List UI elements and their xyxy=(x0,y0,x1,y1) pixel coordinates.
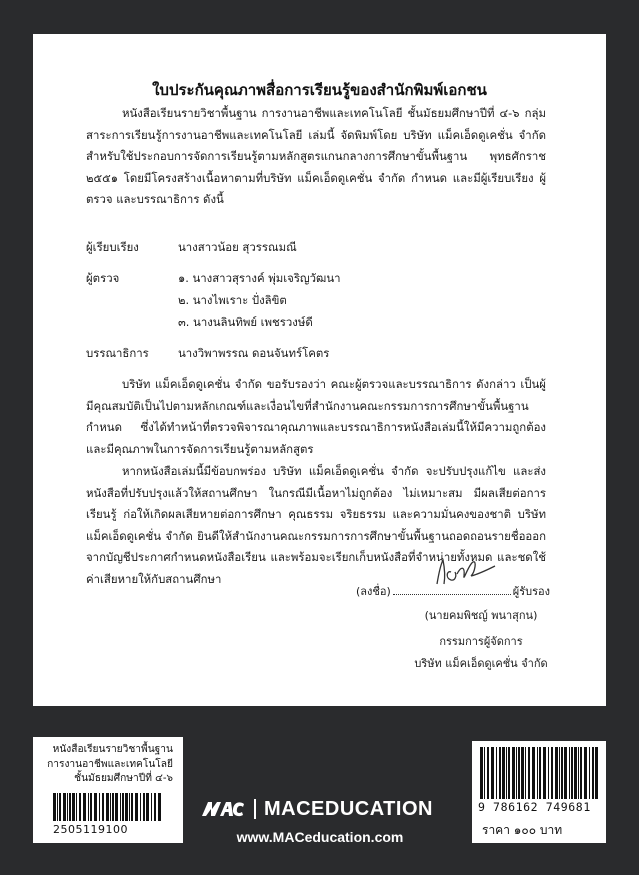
editor-label: บรรณาธิการ xyxy=(86,346,149,360)
signature-dotted-line xyxy=(393,594,511,595)
website-url: www.MACeducation.com xyxy=(236,829,404,845)
book-info-box xyxy=(33,737,183,843)
sign-suffix: ผู้รับรอง xyxy=(512,585,551,598)
reviewer-row-3 xyxy=(86,314,313,332)
signature-line xyxy=(356,582,586,600)
reviewer-2: ๒. นางไพเราะ ปั่งลิขิต xyxy=(178,293,287,307)
certification-paragraph: บริษัท แม็คเอ็ดดูเคชั่น จำกัด ขอรับรองว่า คณะผู้ตรวจและบรรณาธิการ ดังกล่าว เป็นผู้มีคุณสมบัติเป็นไปตามหลักเกณฑ์และเงื่อนไขที่สำนักงานคณะกรรมการการศึกษาขั้นพื้นฐานกำหนด ซึ่งได้ทำหน้าที่ตรวจพิจารณาคุณภาพและบรรณาธิการหนังสือเล่มนี้ให้มีความถูกต้องและมีคุณภาพในการจัดการเรียนรู้ตามหลักสูตร xyxy=(86,377,546,456)
sign-prefix: (ลงชื่อ) xyxy=(356,585,391,598)
book-title-line-3: ชั้นมัธยมศึกษาปีที่ ๔-๖ xyxy=(74,773,173,784)
product-code: 2505119100 xyxy=(53,823,128,836)
signer-name: (นายคมพิชญ์ พนาสุกน) xyxy=(424,609,538,622)
isbn-number: 9 786162 749681 xyxy=(478,800,591,814)
reviewers-row xyxy=(86,270,341,288)
author-label: ผู้เรียบเรียง xyxy=(86,240,139,254)
author-row xyxy=(86,239,297,257)
certificate-panel xyxy=(33,34,606,706)
editor-row xyxy=(86,345,329,363)
signer-title: กรรมการผู้จัดการ xyxy=(439,635,523,648)
document-title: ใบประกันคุณภาพสื่อการเรียนรู้ของสำนักพิมพ์เอกชน xyxy=(152,81,487,99)
isbn-barcode xyxy=(480,747,598,799)
book-title-block xyxy=(47,743,173,787)
signer-company: บริษัท แม็คเอ็ดดูเคชั่น จำกัด xyxy=(414,657,548,670)
liability-paragraph: หากหนังสือเล่มนี้มีข้อบกพร่อง บริษัท แม็คเอ็ดดูเคชั่น จำกัด จะปรับปรุงแก้ไข และส่งหนังสือที่ปรับปรุงแล้วให้สถานศึกษา ในกรณีมีเนื้อหาไม่ถูกต้อง ไม่เหมาะสม มีผลเสียต่อการเรียนรู้ ก่อให้เกิดผลเสียหายต่อการศึกษา คุณธรรม จริยธรรม และความมั่นคงของชาติ บริษัท แม็คเอ็ดดูเคชั่น จำกัด ยินดีให้สำนักงานคณะกรรมการการศึกษาขั้นพื้นฐานถอดถอนรายชื่อออกจากบัญชีประกาศกำหนดหนังสือเรียน และพร้อมจะเรียกเก็บหนังสือที่จำหน่ายทั้งหมด และชดใช้ค่าเสียหายให้กับสถานศึกษา xyxy=(86,464,546,586)
publisher-logo xyxy=(200,798,433,820)
intro-paragraph: หนังสือเรียนรายวิชาพื้นฐาน การงานอาชีพและเทคโนโลยี ชั้นมัธยมศึกษาปีที่ ๔-๖ กลุ่มสาระการเรียนรู้การงานอาชีพและเทคโนโลยี เล่มนี้ จัดพิมพ์โดย บริษัท แม็คเอ็ดดูเคชั่น จำกัด สำหรับใช้ประกอบการจัดการเรียนรู้ตามหลักสูตรแกนกลางการศึกษาขั้นพื้นฐาน พุทธศักราช ๒๕๕๑ โดยมีโครงสร้างเนื้อหาตามที่บริษัท แม็คเอ็ดดูเคชั่น จำกัด กำหนด และมีผู้เรียบเรียง ผู้ตรวจ และบรรณาธิการ ดังนี้ xyxy=(86,106,546,207)
price-label: ราคา ๑๐๐ บาท xyxy=(482,823,563,837)
book-title-line-2: การงานอาชีพและเทคโนโลยี xyxy=(47,758,173,770)
reviewers-label: ผู้ตรวจ xyxy=(86,271,120,285)
reviewer-row-2 xyxy=(86,292,287,310)
isbn-barcode-box xyxy=(472,741,606,843)
logo-divider xyxy=(254,799,256,819)
author-name: นางสาวน้อย สุวรรณมณี xyxy=(178,240,297,254)
editor-name: นางวิพาพรรณ ดอนจันทร์โคตร xyxy=(178,346,330,360)
product-barcode xyxy=(53,793,165,821)
reviewer-3: ๓. นางนลินทิพย์ เพชรวงษ์ดี xyxy=(178,315,313,329)
book-title-line-1: หนังสือเรียนรายวิชาพื้นฐาน xyxy=(52,744,173,755)
brand-name: MACEDUCATION xyxy=(264,797,433,820)
mac-logo-icon xyxy=(200,800,246,818)
reviewer-1: ๑. นางสาวสุรางค์ พุ่มเจริญวัฒนา xyxy=(178,271,341,285)
